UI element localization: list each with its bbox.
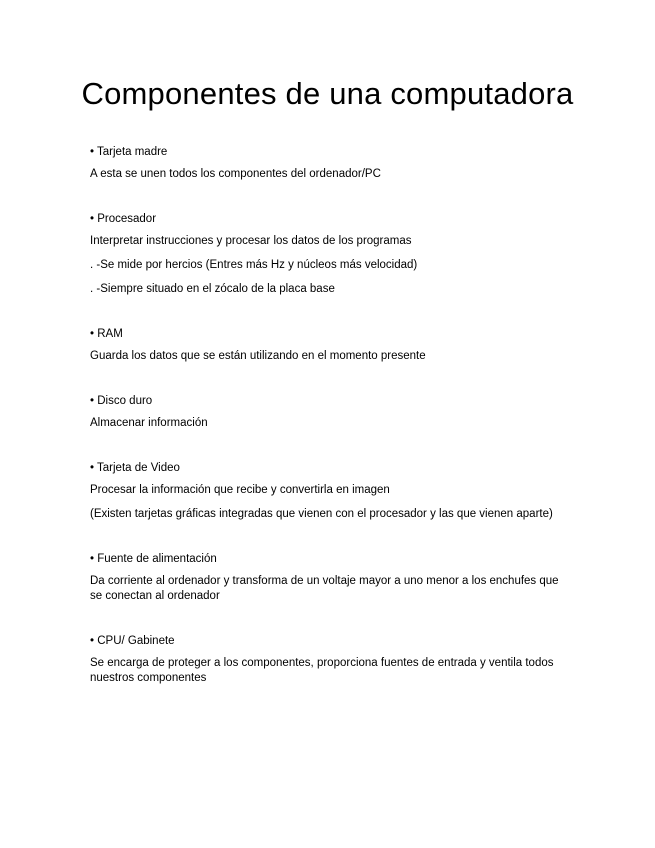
section-heading: • Procesador	[90, 213, 157, 225]
section-disco-duro	[90, 394, 560, 431]
section-paragraph: Procesar la información que recibe y convertirla en imagen	[90, 484, 390, 496]
section-paragraph: (Existen tarjetas gráficas integradas que vienen con el procesador y las que vienen aparte)	[90, 508, 553, 520]
section-paragraph: . -Se mide por hercios (Entres más Hz y núcleos más velocidad)	[90, 259, 418, 271]
section-heading: • Fuente de alimentación	[90, 553, 217, 565]
section-heading: • Tarjeta madre	[90, 146, 168, 158]
section-tarjeta-de-video	[90, 461, 560, 522]
section-paragraph: Guarda los datos que se están utilizando en el momento presente	[90, 350, 426, 362]
section-tarjeta-madre	[90, 145, 560, 182]
section-cpu-gabinete	[90, 634, 560, 686]
page-title: Componentes de una computadora	[81, 76, 574, 111]
section-paragraph: Almacenar información	[90, 417, 208, 429]
section-paragraph: Se encarga de proteger a los componentes, proporciona fuentes de entrada y ventila todos nuestros componentes	[90, 657, 554, 684]
document-body	[90, 145, 560, 716]
section-heading: • Disco duro	[90, 395, 153, 407]
section-fuente-de-alimentacion	[90, 552, 560, 604]
section-ram	[90, 327, 560, 364]
section-paragraph: . -Siempre situado en el zócalo de la placa base	[90, 283, 335, 295]
section-paragraph: A esta se unen todos los componentes del ordenador/PC	[90, 168, 381, 180]
section-heading: • Tarjeta de Video	[90, 462, 180, 474]
section-paragraph: Da corriente al ordenador y transforma de un voltaje mayor a uno menor a los enchufes que se conectan al ordenador	[90, 575, 559, 602]
section-paragraph: Interpretar instrucciones y procesar los datos de los programas	[90, 235, 412, 247]
section-procesador	[90, 212, 560, 297]
section-heading: • RAM	[90, 328, 123, 340]
section-heading: • CPU/ Gabinete	[90, 635, 175, 647]
